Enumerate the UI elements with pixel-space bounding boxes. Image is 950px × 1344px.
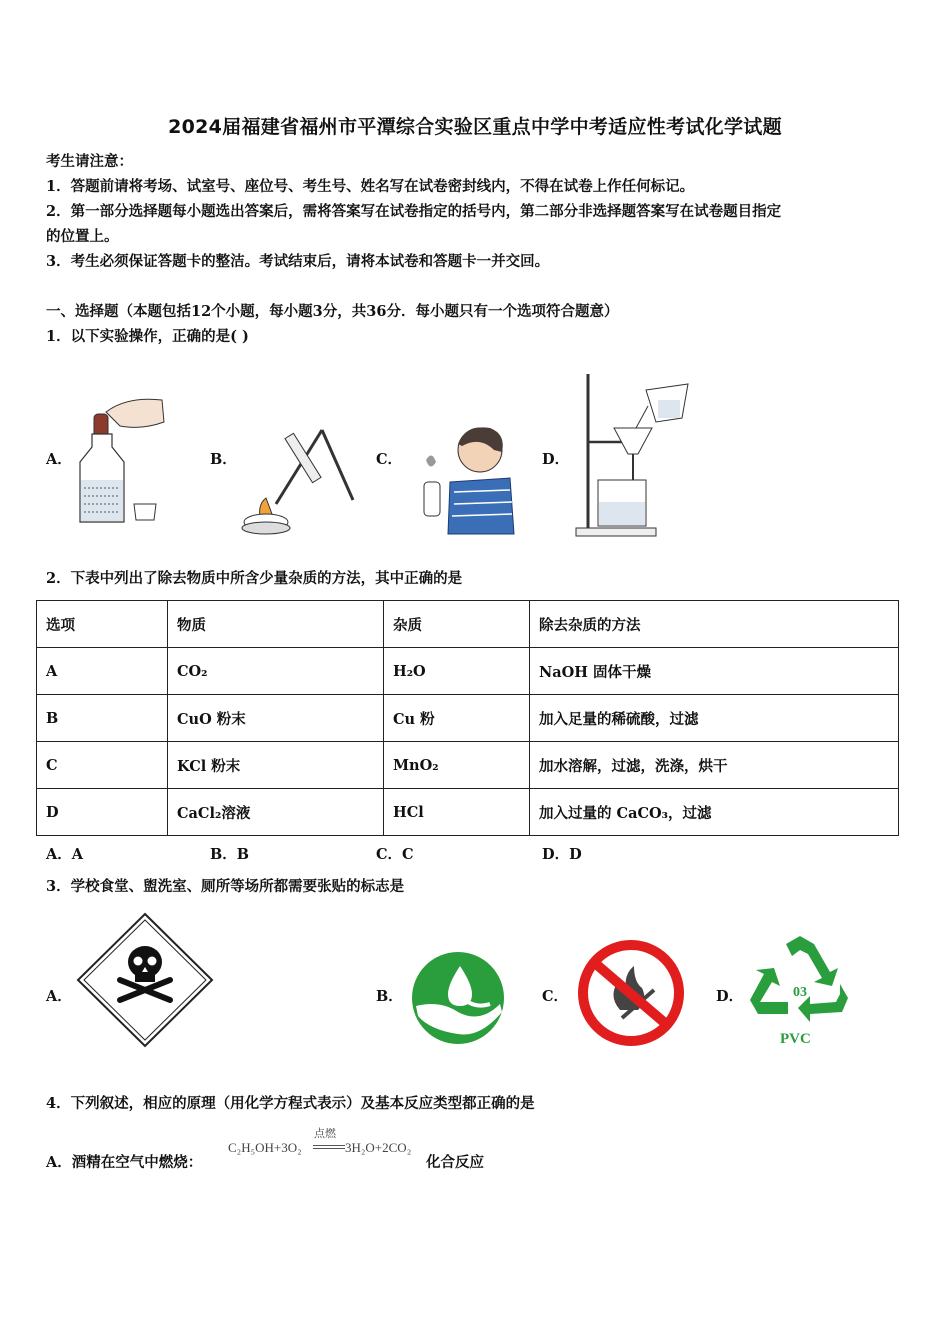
notice-heading: 考生请注意： bbox=[46, 153, 133, 170]
page-title: 2024届福建省福州市平潭综合实验区重点中学中考适应性考试化学试题 bbox=[168, 116, 782, 138]
q1-option-a-image bbox=[72, 392, 167, 534]
q1-stem: 1．以下实验操作，正确的是( ) bbox=[46, 328, 249, 345]
table-cell: CO₂ bbox=[168, 648, 384, 695]
table-header-cell: 物质 bbox=[168, 601, 384, 648]
table-header-row bbox=[37, 601, 899, 648]
table-cell: CaCl₂溶液 bbox=[168, 789, 384, 836]
table-cell: HCl bbox=[384, 789, 530, 836]
notice-item-3: 3．考生必须保证答题卡的整洁。考试结束后，请将本试卷和答题卡一并交回。 bbox=[46, 253, 550, 270]
q3-option-c-label: C． bbox=[542, 988, 569, 1005]
q3-stem: 3．学校食堂、盥洗室、厕所等场所都需要张贴的标志是 bbox=[46, 878, 405, 895]
table-header-cell: 杂质 bbox=[384, 601, 530, 648]
table-row bbox=[37, 648, 899, 695]
q1-option-c-image bbox=[410, 422, 520, 541]
q3-option-b-label: B． bbox=[376, 988, 403, 1005]
no-fire-icon bbox=[576, 938, 686, 1048]
table-cell: NaOH 固体干燥 bbox=[530, 648, 899, 695]
table-row bbox=[37, 742, 899, 789]
q3-option-a-image bbox=[76, 912, 214, 1052]
recycle-icon bbox=[748, 936, 852, 1024]
q1-option-b-image bbox=[238, 422, 358, 546]
table-cell: 加入足量的稀硫酸，过滤 bbox=[530, 695, 899, 742]
q2-answer-a: A．A bbox=[46, 846, 84, 863]
q2-stem: 2．下表中列出了除去物质中所含少量杂质的方法，其中正确的是 bbox=[46, 570, 463, 587]
recycle-code: 03 bbox=[793, 985, 807, 1000]
section-heading: 一、选择题（本题包括12个小题，每小题3分，共36分．每小题只有一个选项符合题意） bbox=[46, 303, 619, 320]
table-cell: Cu 粉 bbox=[384, 695, 530, 742]
q4-reaction-type: 化合反应 bbox=[426, 1154, 484, 1171]
recycle-label: PVC bbox=[780, 1031, 811, 1047]
table-cell: KCl 粉末 bbox=[168, 742, 384, 789]
notice-item-2-cont: 的位置上。 bbox=[46, 228, 119, 245]
equation-arrow bbox=[313, 1145, 345, 1149]
q3-option-c-image bbox=[576, 938, 686, 1052]
equation-reactants: C₂H₅OH+3O₂ bbox=[228, 1140, 302, 1155]
q2-answer-b: B．B bbox=[210, 846, 250, 863]
table-row bbox=[37, 695, 899, 742]
q1-option-c-label: C． bbox=[376, 451, 403, 468]
q2-answer-c: C．C bbox=[376, 846, 414, 863]
equation-condition: 点燃 bbox=[314, 1128, 336, 1140]
q3-option-d-label: D． bbox=[716, 988, 744, 1005]
q1-option-d-image bbox=[572, 370, 697, 546]
table-cell: 加入过量的 CaCO₃，过滤 bbox=[530, 789, 899, 836]
q4-stem: 4．下列叙述，相应的原理（用化学方程式表示）及基本反应类型都正确的是 bbox=[46, 1095, 535, 1112]
q3-option-b-image bbox=[410, 950, 506, 1050]
q3-option-a-label: A． bbox=[46, 988, 72, 1005]
table-cell: A bbox=[37, 648, 168, 695]
table-cell: CuO 粉末 bbox=[168, 695, 384, 742]
equation-products: 3H₂O+2CO₂ bbox=[345, 1140, 412, 1155]
q4-option-a-prefix: A．酒精在空气中燃烧： bbox=[46, 1154, 203, 1171]
notice-item-2: 2．第一部分选择题每小题选出答案后，需将答案写在试卷指定的括号内，第二部分非选择题答案写在试卷题目指定 bbox=[46, 203, 782, 220]
water-saving-icon bbox=[410, 950, 506, 1046]
table-row bbox=[37, 789, 899, 836]
table-header-cell: 除去杂质的方法 bbox=[530, 601, 899, 648]
table-cell: 加水溶解，过滤，洗涤，烘干 bbox=[530, 742, 899, 789]
table-cell: C bbox=[37, 742, 168, 789]
table-cell: B bbox=[37, 695, 168, 742]
q2-table bbox=[36, 600, 899, 836]
q1-option-b-label: B． bbox=[210, 451, 237, 468]
q2-answer-d: D．D bbox=[542, 846, 582, 863]
notice-item-1: 1．答题前请将考场、试室号、座位号、考生号、姓名写在试卷密封线内，不得在试卷上作任何标记。 bbox=[46, 178, 695, 195]
q1-option-d-label: D． bbox=[542, 451, 570, 468]
q1-option-a-label: A． bbox=[46, 451, 72, 468]
table-header-cell: 选项 bbox=[37, 601, 168, 648]
table-cell: D bbox=[37, 789, 168, 836]
table-cell: MnO₂ bbox=[384, 742, 530, 789]
table-cell: H₂O bbox=[384, 648, 530, 695]
q3-option-d-image bbox=[748, 936, 852, 1028]
